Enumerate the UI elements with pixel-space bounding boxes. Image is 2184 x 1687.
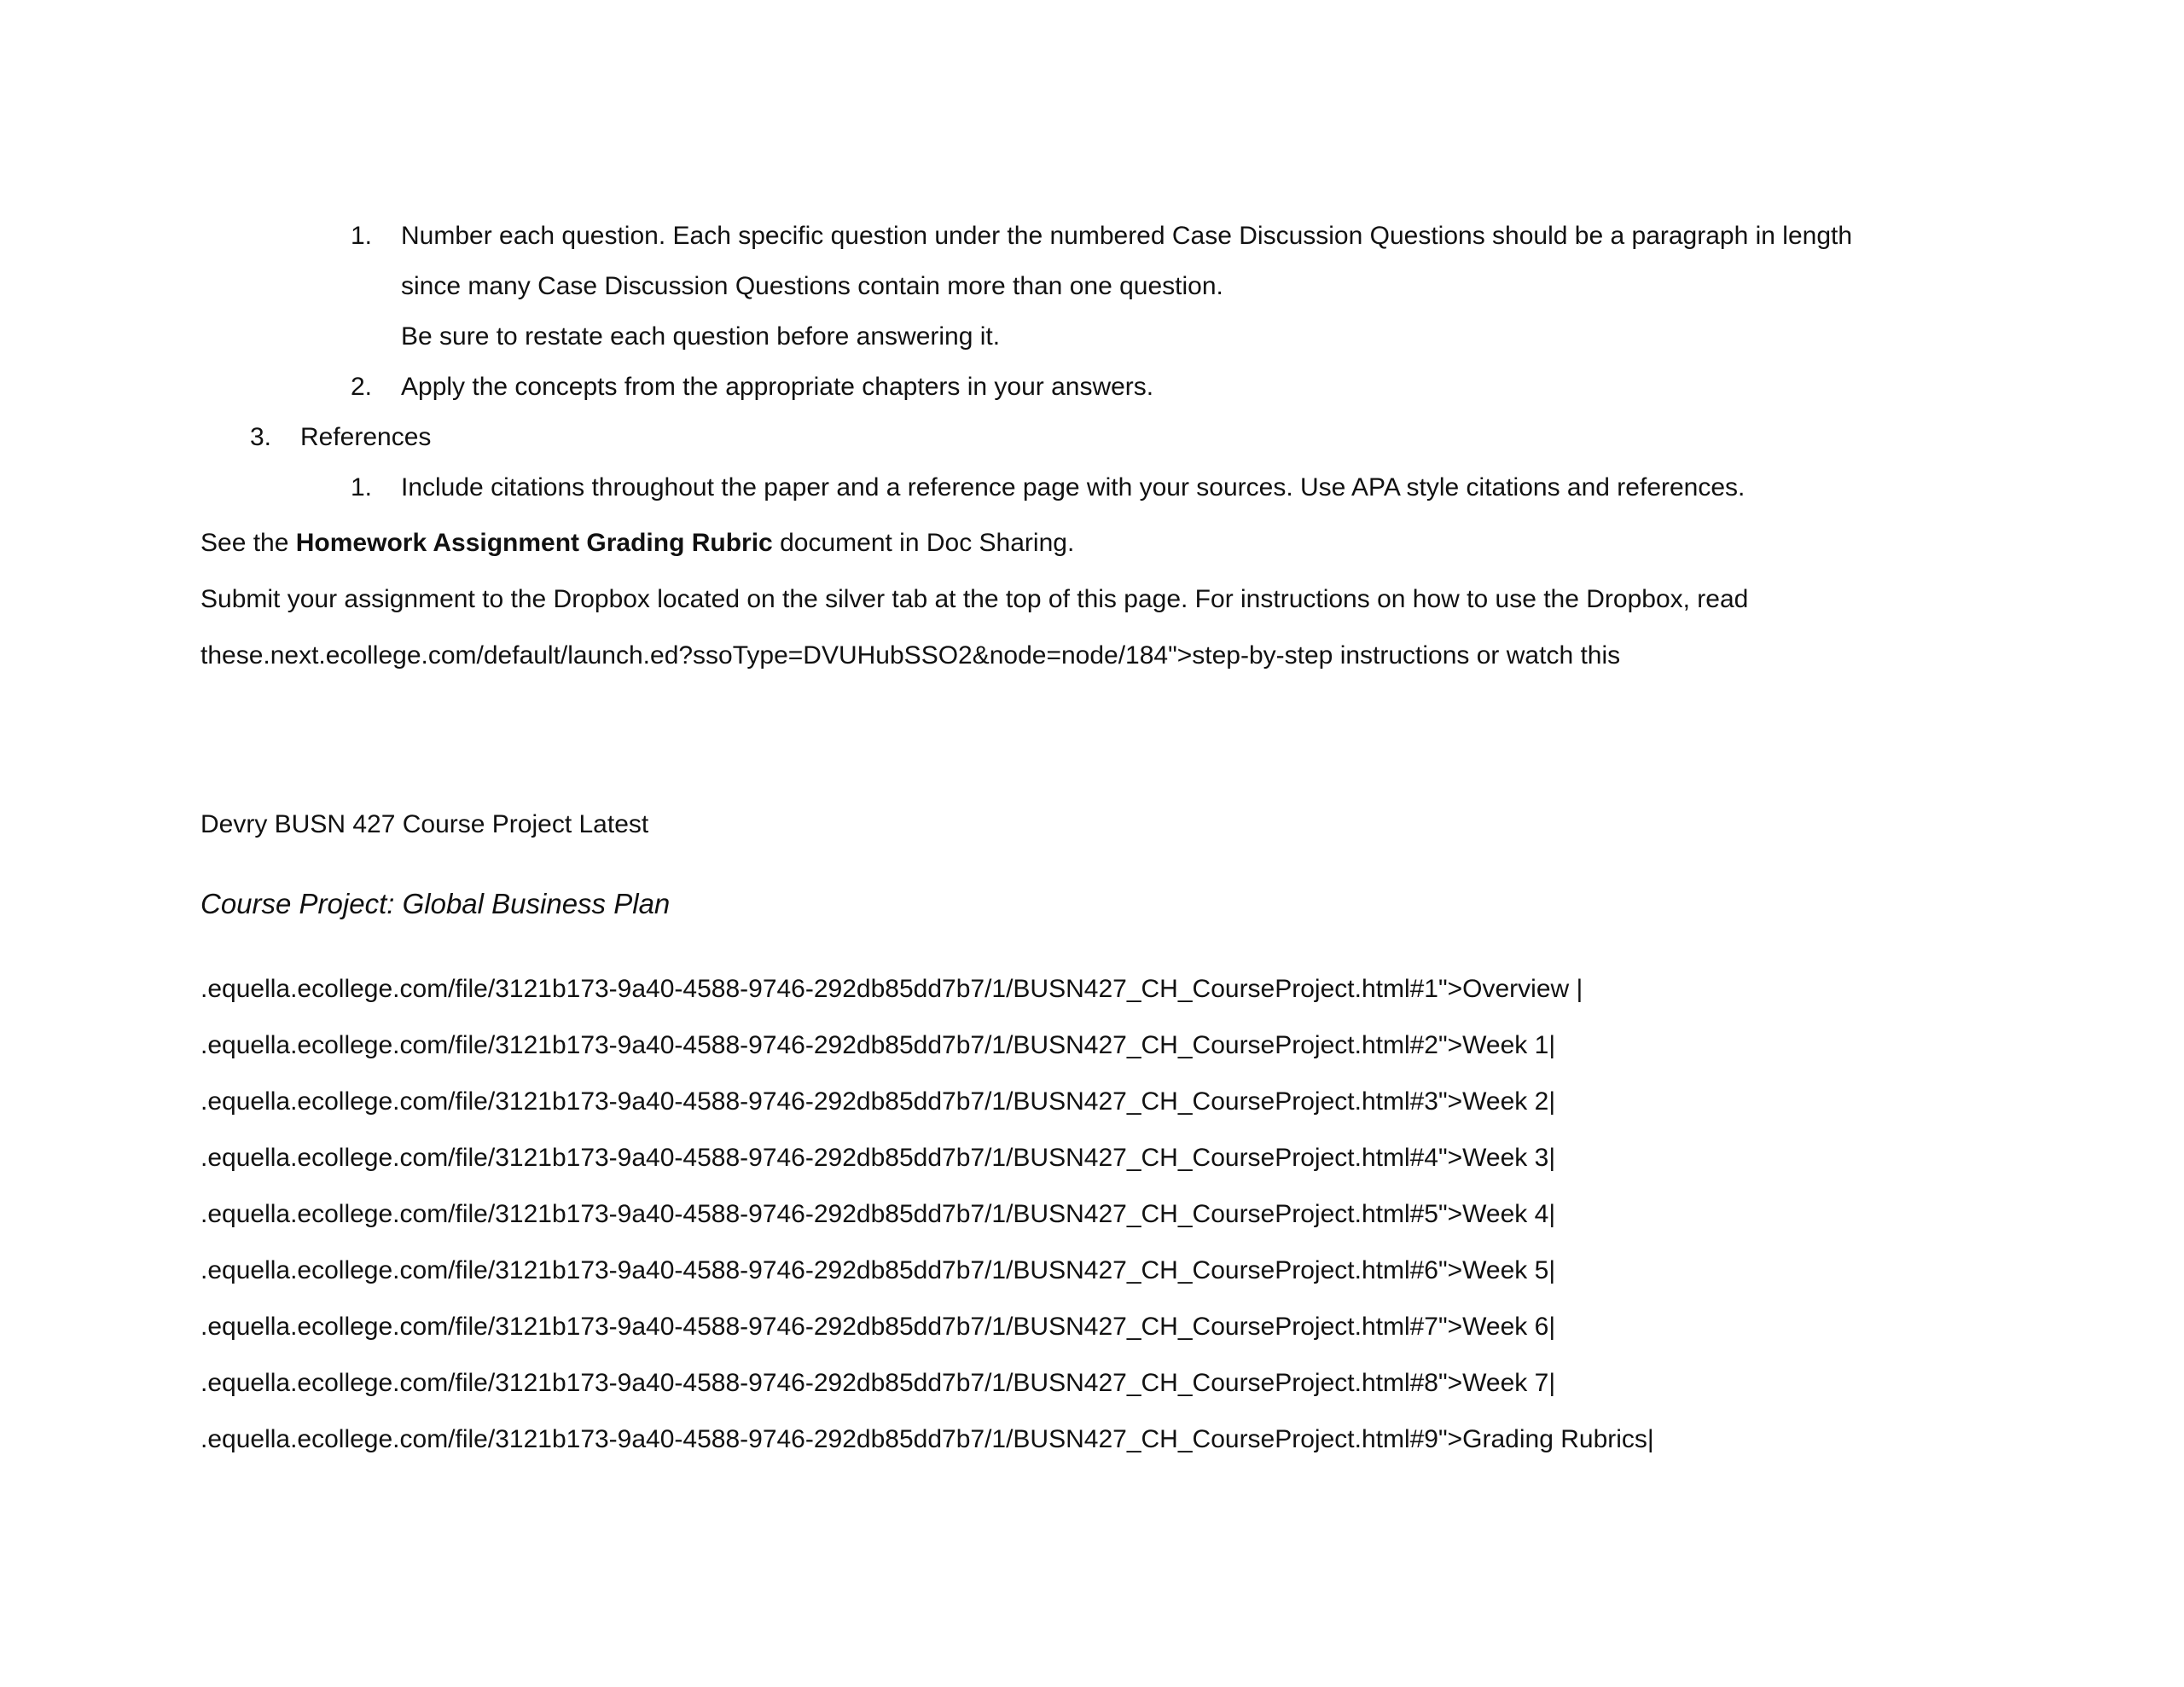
list-number: 1. [351, 473, 373, 501]
list-number: 2. [351, 373, 373, 401]
course-project-link-week-1[interactable]: .equella.ecollege.com/file/3121b173-9a40-4588-9746-292db85dd7b7/1/BUSN427_CH_CourseProject.html#2">Week 1| [200, 1031, 1556, 1059]
rubric-suffix: document in Doc Sharing. [772, 529, 1075, 557]
rubric-reference-line [200, 530, 1074, 556]
list-number: 3. [250, 423, 272, 451]
course-project-link-grading-rubrics[interactable]: .equella.ecollege.com/file/3121b173-9a40-4588-9746-292db85dd7b7/1/BUSN427_CH_CourseProject.html#9">Grading Rubrics| [200, 1425, 1654, 1453]
course-project-link-week-7[interactable]: .equella.ecollege.com/file/3121b173-9a40-4588-9746-292db85dd7b7/1/BUSN427_CH_CourseProject.html#8">Week 7| [200, 1369, 1556, 1397]
submit-instructions-link[interactable]: these.next.ecollege.com/default/launch.ed?ssoType=DVUHubSSO2&node=node/184">step-by-step instructions or watch this [200, 641, 1621, 670]
course-project-link-overview[interactable]: .equella.ecollege.com/file/3121b173-9a40-4588-9746-292db85dd7b7/1/BUSN427_CH_CourseProject.html#1">Overview | [200, 975, 1583, 1003]
list-item-text: Apply the concepts from the appropriate chapters in your answers. [401, 373, 1154, 401]
project-subtitle: Course Project: Global Business Plan [200, 888, 671, 919]
course-project-link-week-5[interactable]: .equella.ecollege.com/file/3121b173-9a40-4588-9746-292db85dd7b7/1/BUSN427_CH_CourseProject.html#6">Week 5| [200, 1256, 1556, 1284]
list-number: 1. [351, 222, 373, 250]
list-item-text: References [300, 423, 432, 451]
rubric-document-name: Homework Assignment Grading Rubric [295, 529, 773, 557]
submit-instructions: Submit your assignment to the Dropbox located on the silver tab at the top of this page. For instructions on how to use the Dropbox, read [200, 585, 1749, 613]
rubric-prefix: See the [200, 529, 296, 557]
list-item-text-continued: since many Case Discussion Questions contain more than one question. [401, 272, 1223, 300]
course-project-link-week-6[interactable]: .equella.ecollege.com/file/3121b173-9a40-4588-9746-292db85dd7b7/1/BUSN427_CH_CourseProject.html#7">Week 6| [200, 1313, 1556, 1341]
list-item-text: Include citations throughout the paper and a reference page with your sources. Use APA style citations and references. [401, 473, 1745, 501]
course-project-link-week-3[interactable]: .equella.ecollege.com/file/3121b173-9a40-4588-9746-292db85dd7b7/1/BUSN427_CH_CourseProject.html#4">Week 3| [200, 1144, 1556, 1172]
project-heading: Devry BUSN 427 Course Project Latest [200, 810, 649, 838]
course-project-link-week-2[interactable]: .equella.ecollege.com/file/3121b173-9a40-4588-9746-292db85dd7b7/1/BUSN427_CH_CourseProject.html#3">Week 2| [200, 1087, 1556, 1116]
list-item-text: Number each question. Each specific question under the numbered Case Discussion Questions should be a paragraph in length [401, 222, 1853, 250]
course-project-link-week-4[interactable]: .equella.ecollege.com/file/3121b173-9a40-4588-9746-292db85dd7b7/1/BUSN427_CH_CourseProject.html#5">Week 4| [200, 1200, 1556, 1228]
list-item-text-continued: Be sure to restate each question before answering it. [401, 322, 1001, 351]
